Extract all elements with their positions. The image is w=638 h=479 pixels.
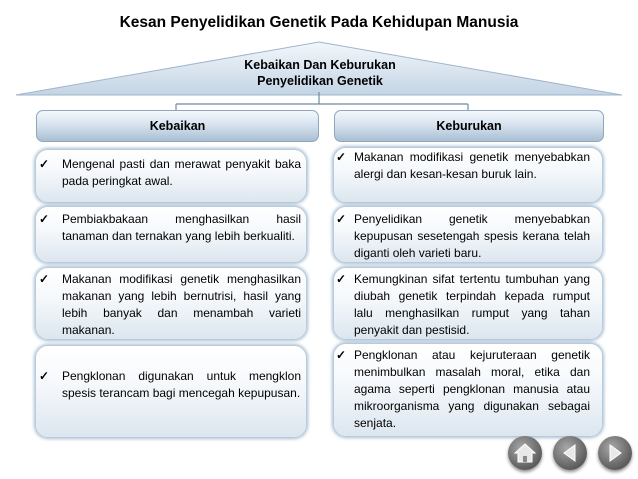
left-card-3 (36, 268, 306, 339)
check-icon: ✓ (39, 272, 50, 286)
roof-label-line2: Penyelidikan Genetik (257, 74, 383, 88)
check-icon: ✓ (39, 212, 50, 226)
right-card-2 (334, 207, 602, 262)
roof-label (200, 57, 440, 89)
header-kebaikan: Kebaikan (36, 110, 319, 142)
right-card-3 (334, 268, 602, 339)
header-keburukan: Keburukan (334, 110, 604, 142)
right-item-3: Kemungkinan sifat tertentu tumbuhan yang diubah genetik terpindah kepada rumput lalu menghasilkan rumput yang tahan penyakit dan pestisid. (354, 272, 590, 337)
left-card-4 (36, 346, 306, 437)
left-item-4: Pengklonan digunakan untuk mengklon spesis terancam bagi mencegah kepupusan. (62, 369, 301, 400)
next-icon (598, 436, 632, 470)
home-button[interactable] (508, 436, 542, 470)
roof-label-line1: Kebaikan Dan Keburukan (244, 58, 396, 72)
check-icon: ✓ (336, 212, 347, 226)
previous-icon (553, 436, 587, 470)
left-card-1 (36, 150, 306, 202)
left-item-2: Pembiakbakaan menghasilkan hasil tanaman dan ternakan yang lebih berkualiti. (62, 212, 301, 243)
check-icon: ✓ (336, 348, 347, 362)
left-card-2 (36, 207, 306, 262)
check-icon: ✓ (336, 150, 347, 164)
next-button[interactable] (598, 436, 632, 470)
previous-button[interactable] (553, 436, 587, 470)
right-item-1: Makanan modifikasi genetik menyebabkan alergi dan kesan-kesan buruk lain. (354, 150, 590, 181)
check-icon: ✓ (39, 369, 50, 383)
right-item-4: Pengklonan atau kejuruteraan genetik menimbulkan masalah moral, etika dan agama seperti pengklonan manusia atau mikroorganisma yang digunakan sebagai senjata. (354, 348, 590, 430)
check-icon: ✓ (336, 272, 347, 286)
home-icon (508, 436, 542, 470)
left-item-1: Mengenal pasti dan merawat penyakit baka pada peringkat awal. (62, 157, 301, 188)
right-card-1 (334, 148, 602, 202)
left-item-3: Makanan modifikasi genetik menghasilkan makanan yang lebih bernutrisi, hasil yang lebih banyak dan menambah varieti makanan. (62, 272, 301, 337)
right-item-2: Penyelidikan genetik menyebabkan kepupusan sesetengah spesis kerana telah diganti oleh varieti baru. (354, 212, 590, 260)
right-card-4 (334, 344, 602, 436)
page-title: Kesan Penyelidikan Genetik Pada Kehidupan Manusia (119, 14, 519, 31)
check-icon: ✓ (39, 157, 50, 171)
